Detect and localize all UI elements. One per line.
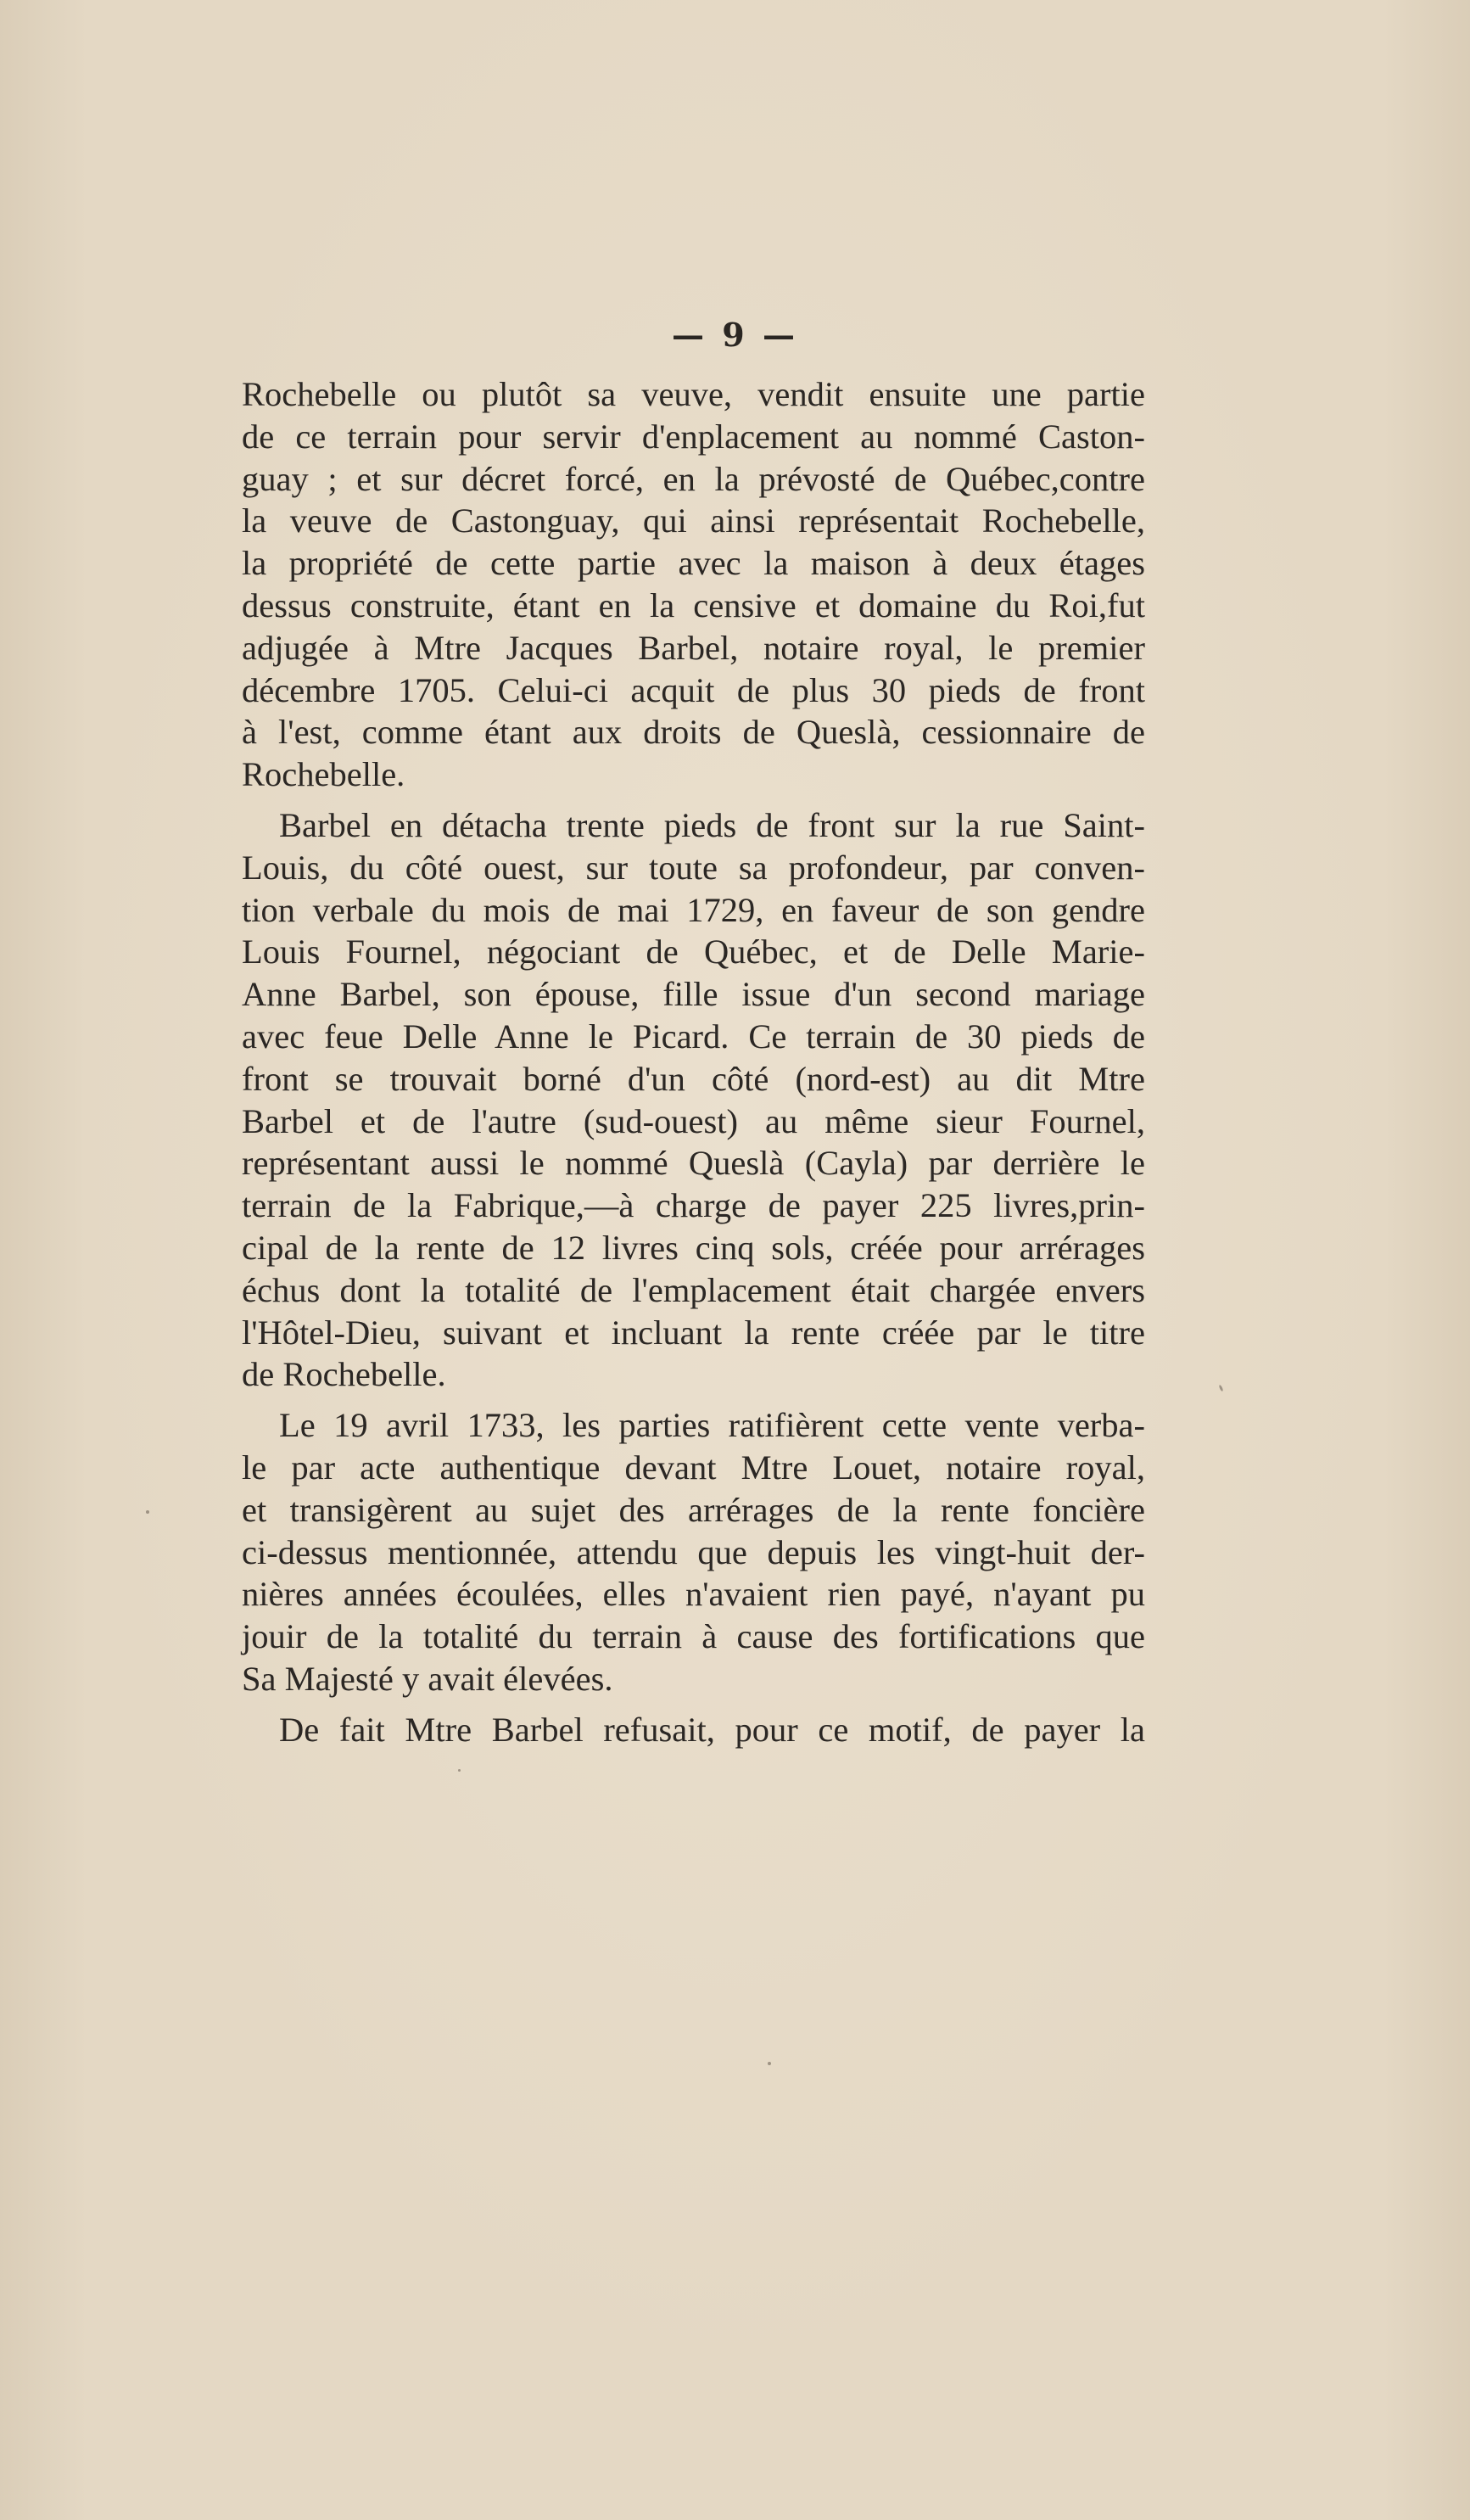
text-line: guay ; et sur décret forcé, en la prévosté de Québec,contre (242, 459, 1145, 498)
text-line: avec feue Delle Anne le Picard. Ce terrain de 30 pieds de (242, 1016, 1145, 1056)
paragraph (242, 1404, 1145, 1700)
text-line: et transigèrent au sujet des arrérages de la rente foncière (242, 1490, 1145, 1529)
text-line: Rochebelle ou plutôt sa veuve, vendit ensuite une partie (242, 375, 1145, 413)
text-line: nières années écoulées, elles n'avaient rien payé, n'ayant pu (242, 1575, 1145, 1614)
text-line: adjugée à Mtre Jacques Barbel, notaire royal, le premier (242, 628, 1145, 667)
text-line: De fait Mtre Barbel refusait, pour ce motif, de payer la (279, 1710, 1145, 1749)
text-line: Louis Fournel, négociant de Québec, et de Delle Marie- (242, 932, 1145, 972)
text-line: Le 19 avril 1733, les parties ratifièrent cette vente verba- (279, 1406, 1145, 1445)
page-number: — 9 — (672, 316, 798, 354)
text-line: représentant aussi le nommé Queslà (Cayla) par derrière le (242, 1144, 1145, 1183)
text-line: Sa Majesté y avait élevées. (242, 1659, 613, 1698)
text-line: jouir de la totalité du terrain à cause des fortifications que (242, 1617, 1145, 1656)
text-line: Rochebelle. (242, 755, 405, 794)
text-line: Louis, du côté ouest, sur toute sa profondeur, par conven- (242, 848, 1145, 887)
body-text (242, 373, 1145, 1760)
paragraph (242, 373, 1145, 796)
paper-speck (146, 1510, 149, 1514)
text-line: décembre 1705. Celui-ci acquit de plus 30 pieds de front (242, 670, 1145, 709)
text-line: front se trouvait borné d'un côté (nord-est) au dit Mtre (242, 1059, 1145, 1098)
text-line: cipal de la rente de 12 livres cinq sols, créée pour arrérages (242, 1228, 1145, 1267)
paper-speck (458, 1769, 461, 1772)
text-line: à l'est, comme étant aux droits de Queslà, cessionnaire de (242, 713, 1145, 752)
text-line: l'Hôtel-Dieu, suivant et incluant la rente créée par le titre (242, 1313, 1145, 1352)
text-line: Barbel et de l'autre (sud-ouest) au même sieur Fournel, (242, 1101, 1145, 1140)
text-line: échus dont la totalité de l'emplacement était chargée envers (242, 1270, 1145, 1309)
text-line: dessus construite, étant en la censive et domaine du Roi,fut (242, 585, 1145, 624)
text-line: la propriété de cette partie avec la maison à deux étages (242, 544, 1145, 583)
paper-speck (768, 2062, 771, 2065)
text-line: Anne Barbel, son épouse, fille issue d'un second mariage (242, 975, 1145, 1014)
text-line: tion verbale du mois de mai 1729, en faveur de son gendre (242, 890, 1145, 929)
text-line: terrain de la Fabrique,—à charge de payer 225 livres,prin- (242, 1186, 1145, 1225)
paper-speck (1218, 1385, 1223, 1392)
text-line: ci-dessus mentionnée, attendu que depuis les vingt-huit der- (242, 1532, 1145, 1571)
paragraph (242, 804, 1145, 1396)
text-line: de ce terrain pour servir d'enplacement au nommé Caston- (242, 417, 1145, 456)
text-line: le par acte authentique devant Mtre Louet, notaire royal, (242, 1448, 1145, 1487)
text-line: la veuve de Castonguay, qui ainsi représentait Rochebelle, (242, 501, 1145, 540)
text-line: de Rochebelle. (242, 1355, 446, 1394)
text-line: Barbel en détacha trente pieds de front sur la rue Saint- (279, 805, 1145, 844)
paragraph (242, 1709, 1145, 1751)
